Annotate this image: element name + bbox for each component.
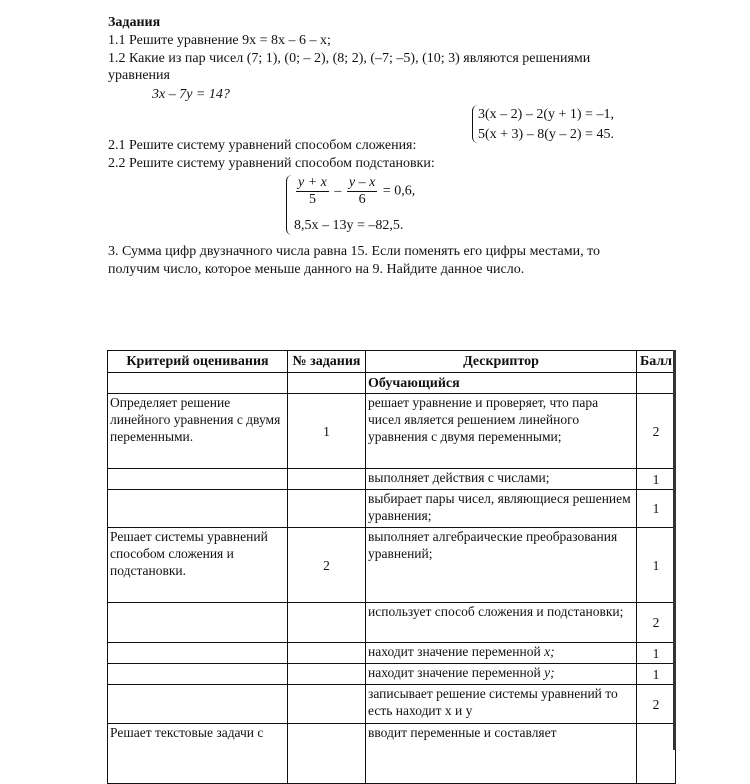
task-cell [288,664,366,685]
score-cell: 2 [637,603,676,643]
criterion-cell [108,664,288,685]
criterion-cell: Определяет решение линейного уравнения с двумя переменными. [108,394,288,469]
score-cell: 1 [637,490,676,528]
descriptor-cell: выполняет алгебраические преобразования уравнений; [366,528,637,603]
descriptor-cell [366,664,637,685]
table-row [108,469,676,490]
task-1-2-equation: 3x – 7y = 14? [152,87,230,102]
minus-sign: – [334,183,342,199]
system-2-2-eq2: 8,5x – 13y = –82,5. [294,218,404,233]
task-cell [288,469,366,490]
criterion-cell [108,603,288,643]
table-row [108,603,676,643]
descriptor-cell [366,643,637,664]
task-cell: 2 [288,528,366,603]
fraction-2 [347,175,377,208]
fraction-1-denominator: 5 [308,192,316,207]
table-header-row [108,351,676,373]
score-cell: 1 [637,469,676,490]
task-cell: 1 [288,394,366,469]
system-2-1 [472,105,642,145]
task-cell [288,724,366,784]
score-cell: 1 [637,664,676,685]
system-2-2-eq1 [294,175,415,208]
criterion-cell [108,643,288,664]
fraction-2-denominator: 6 [358,192,366,207]
score-cell: 1 [637,643,676,664]
header-descriptor: Дескриптор [366,351,637,373]
task-cell [288,643,366,664]
table-row [108,490,676,528]
task-cell [288,685,366,724]
rubric-table [107,350,676,784]
score-cell: 2 [637,394,676,469]
tasks-heading: Задания [108,15,161,30]
descriptor-cell: решает уравнение и проверяет, что пара чисел является решением линейного уравнения с двумя переменными; [366,394,637,469]
descriptor-text: находит значение переменной y; [368,665,555,680]
score-cell: 1 [637,528,676,603]
table-subheader-row [108,373,676,394]
criterion-cell [108,469,288,490]
score-cell [637,724,676,784]
descriptor-cell: выбирает пары чисел, являющиеся решением уравнения; [366,490,637,528]
table-row [108,528,676,603]
brace-icon [286,175,293,235]
criterion-cell: Решает системы уравнений способом сложения и подстановки. [108,528,288,603]
table-row [108,724,676,784]
variable-symbol: y; [544,665,555,680]
system-2-2 [286,175,446,237]
task-cell [288,603,366,643]
criterion-cell: Решает текстовые задачи с [108,724,288,784]
fraction-1-numerator: y + x [298,175,327,190]
fraction-2-numerator: y – x [348,175,376,190]
system-2-2-eq1-rhs: = 0,6, [382,183,416,199]
descriptor-text: находит значение переменной x; [368,644,555,659]
system-2-1-eq1: 3(x – 2) – 2(y + 1) = –1, [478,107,614,122]
header-criterion: Критерий оценивания [108,351,288,373]
task-cell [288,490,366,528]
descriptor-cell: записывает решение системы уравнений то есть находит х и у [366,685,637,724]
score-cell: 2 [637,685,676,724]
table-row [108,685,676,724]
descriptor-cell: выполняет действия с числами; [366,469,637,490]
table-row [108,664,676,685]
subheader-learner: Обучающийся [366,373,637,394]
criterion-cell [108,490,288,528]
task-3-line1: 3. Сумма цифр двузначного числа равна 15. Если поменять его цифры местами, то [108,244,601,259]
criterion-cell [108,685,288,724]
table-row [108,394,676,469]
header-score: Балл [637,351,676,373]
descriptor-cell: использует способ сложения и подстановки; [366,603,637,643]
task-2-1: 2.1 Решите систему уравнений способом сложения: [108,138,417,153]
task-2-2: 2.2 Решите систему уравнений способом подстановки: [108,156,435,171]
fraction-1 [296,175,329,208]
header-task-number: № задания [288,351,366,373]
task-1-2-line1: 1.2 Какие из пар чисел (7; 1), (0; – 2), (8; 2), (–7; –5), (10; 3) являются решениями [108,51,591,66]
variable-symbol: x; [544,644,555,659]
task-1-1: 1.1 Решите уравнение 9х = 8х – 6 – х; [108,33,331,48]
descriptor-cell: вводит переменные и составляет [366,724,637,784]
table-right-border [673,350,676,750]
task-3-line2: получим число, которое меньше данного на 9. Найдите данное число. [108,262,525,277]
table-row [108,643,676,664]
system-2-1-eq2: 5(x + 3) – 8(y – 2) = 45. [478,127,614,142]
task-1-2-line2: уравнения [108,68,170,83]
